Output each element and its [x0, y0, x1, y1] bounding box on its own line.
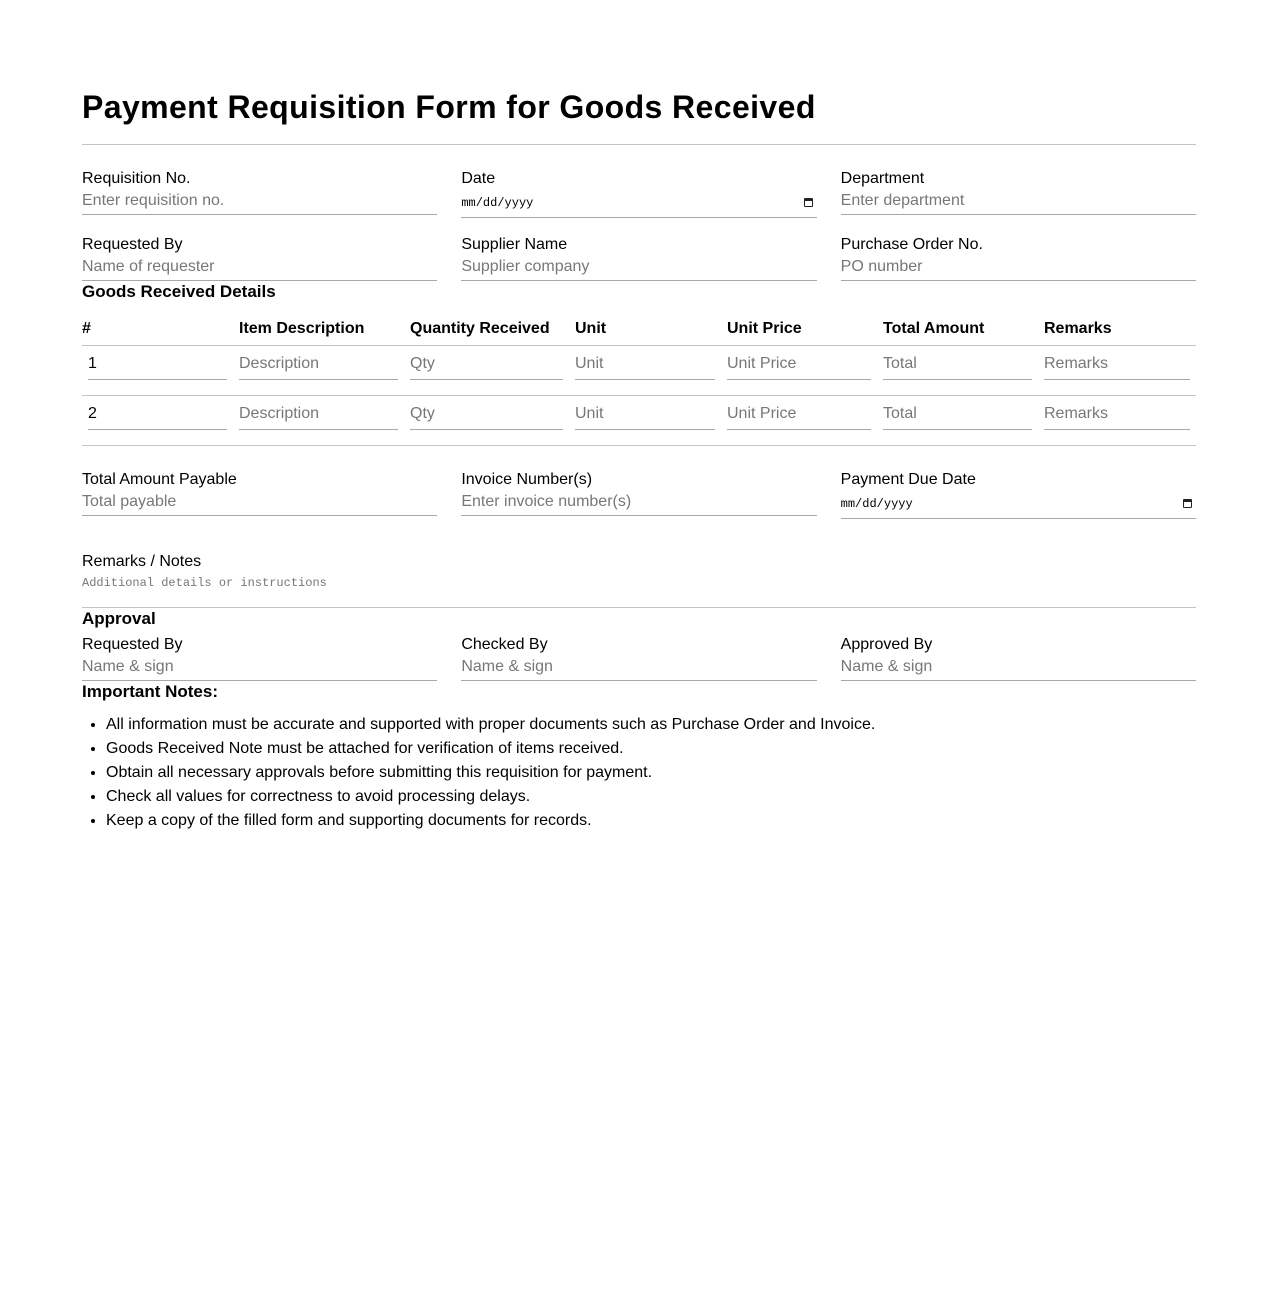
row-number-input[interactable]: 2	[88, 405, 227, 430]
goods-table-header	[82, 320, 1196, 346]
payment-due-date-value: mm/dd/yyyy	[840, 497, 913, 511]
remarks-input[interactable]: Remarks	[1044, 405, 1190, 430]
approval-section-title: Approval	[82, 609, 156, 628]
description-input[interactable]: Description	[239, 405, 398, 430]
col-header-description: Item Description	[233, 320, 404, 346]
requisition-no-input[interactable]	[82, 189, 437, 215]
po-number-input[interactable]	[841, 255, 1196, 281]
list-item: • All information must be accurate and supported with proper documents such as Purchase Order and Invoice.	[106, 713, 1196, 737]
important-notes-list	[82, 713, 1196, 833]
list-item: • Keep a copy of the filled form and supporting documents for records.	[106, 809, 1196, 833]
remarks-section	[82, 552, 1196, 608]
col-header-unit-price: Unit Price	[721, 320, 877, 346]
col-header-unit: Unit	[569, 320, 721, 346]
approval-requested-by-input[interactable]	[82, 655, 437, 681]
po-number-label: Purchase Order No.	[840, 236, 983, 253]
calendar-icon[interactable]	[804, 198, 813, 207]
approval-row	[82, 635, 1196, 681]
goods-section-title: Goods Received Details	[82, 282, 276, 301]
col-header-remarks: Remarks	[1038, 320, 1196, 346]
invoice-numbers-input[interactable]	[461, 490, 816, 516]
list-item: • Check all values for correctness to avoid processing delays.	[106, 785, 1196, 809]
quantity-input[interactable]: Qty	[410, 405, 563, 430]
payment-due-date-input[interactable]	[841, 493, 1196, 519]
title-divider	[82, 144, 1196, 145]
total-payable-field	[82, 470, 437, 519]
payment-due-date-label: Payment Due Date	[840, 471, 976, 488]
supplier-name-input[interactable]	[461, 255, 816, 281]
description-input[interactable]: Description	[239, 355, 398, 380]
approval-requested-by-label: Requested By	[82, 636, 183, 653]
table-row	[82, 346, 1196, 396]
header-row-2	[82, 235, 1196, 281]
payment-due-date-field	[841, 470, 1196, 519]
quantity-input[interactable]: Qty	[410, 355, 563, 380]
requested-by-input[interactable]	[82, 255, 437, 281]
total-payable-input[interactable]	[82, 490, 437, 516]
approved-by-field	[841, 635, 1196, 681]
unit-price-input[interactable]: Unit Price	[727, 355, 871, 380]
date-field	[461, 169, 816, 218]
header-row-1	[82, 169, 1196, 218]
department-field	[841, 169, 1196, 218]
po-number-field	[841, 235, 1196, 281]
page-title: Payment Requisition Form for Goods Received	[82, 89, 816, 125]
date-value: mm/dd/yyyy	[461, 196, 534, 210]
approved-by-input[interactable]	[841, 655, 1196, 681]
remarks-label: Remarks / Notes	[82, 553, 202, 570]
date-label: Date	[461, 170, 496, 187]
checked-by-field	[461, 635, 816, 681]
department-input[interactable]	[841, 189, 1196, 215]
requisition-no-field	[82, 169, 437, 218]
important-notes-title: Important Notes:	[82, 682, 218, 701]
invoice-numbers-field	[461, 470, 816, 519]
department-label: Department	[840, 170, 925, 187]
table-row	[82, 396, 1196, 446]
checked-by-input[interactable]	[461, 655, 816, 681]
col-header-quantity: Quantity Received	[404, 320, 569, 346]
approval-requested-by-field	[82, 635, 437, 681]
remarks-input[interactable]: Remarks	[1044, 355, 1190, 380]
col-header-total: Total Amount	[877, 320, 1038, 346]
row-number-input[interactable]: 1	[88, 355, 227, 380]
calendar-icon[interactable]	[1183, 499, 1192, 508]
list-item: • Obtain all necessary approvals before submitting this requisition for payment.	[106, 761, 1196, 785]
unit-input[interactable]: Unit	[575, 405, 715, 430]
date-input[interactable]	[461, 192, 816, 218]
supplier-name-label: Supplier Name	[461, 236, 568, 253]
unit-input[interactable]: Unit	[575, 355, 715, 380]
invoice-numbers-label: Invoice Number(s)	[461, 471, 593, 488]
remarks-textarea[interactable]: Additional details or instructions	[82, 576, 1196, 608]
payment-row	[82, 470, 1196, 519]
requested-by-label: Requested By	[82, 236, 183, 253]
total-payable-label: Total Amount Payable	[82, 471, 237, 488]
unit-price-input[interactable]: Unit Price	[727, 405, 871, 430]
col-header-number: #	[82, 320, 233, 346]
requisition-no-label: Requisition No.	[82, 170, 191, 187]
list-item: • Goods Received Note must be attached for verification of items received.	[106, 737, 1196, 761]
total-input[interactable]: Total	[883, 405, 1032, 430]
requested-by-field	[82, 235, 437, 281]
checked-by-label: Checked By	[461, 636, 548, 653]
approved-by-label: Approved By	[840, 636, 933, 653]
total-input[interactable]: Total	[883, 355, 1032, 380]
supplier-name-field	[461, 235, 816, 281]
goods-table	[82, 320, 1196, 446]
